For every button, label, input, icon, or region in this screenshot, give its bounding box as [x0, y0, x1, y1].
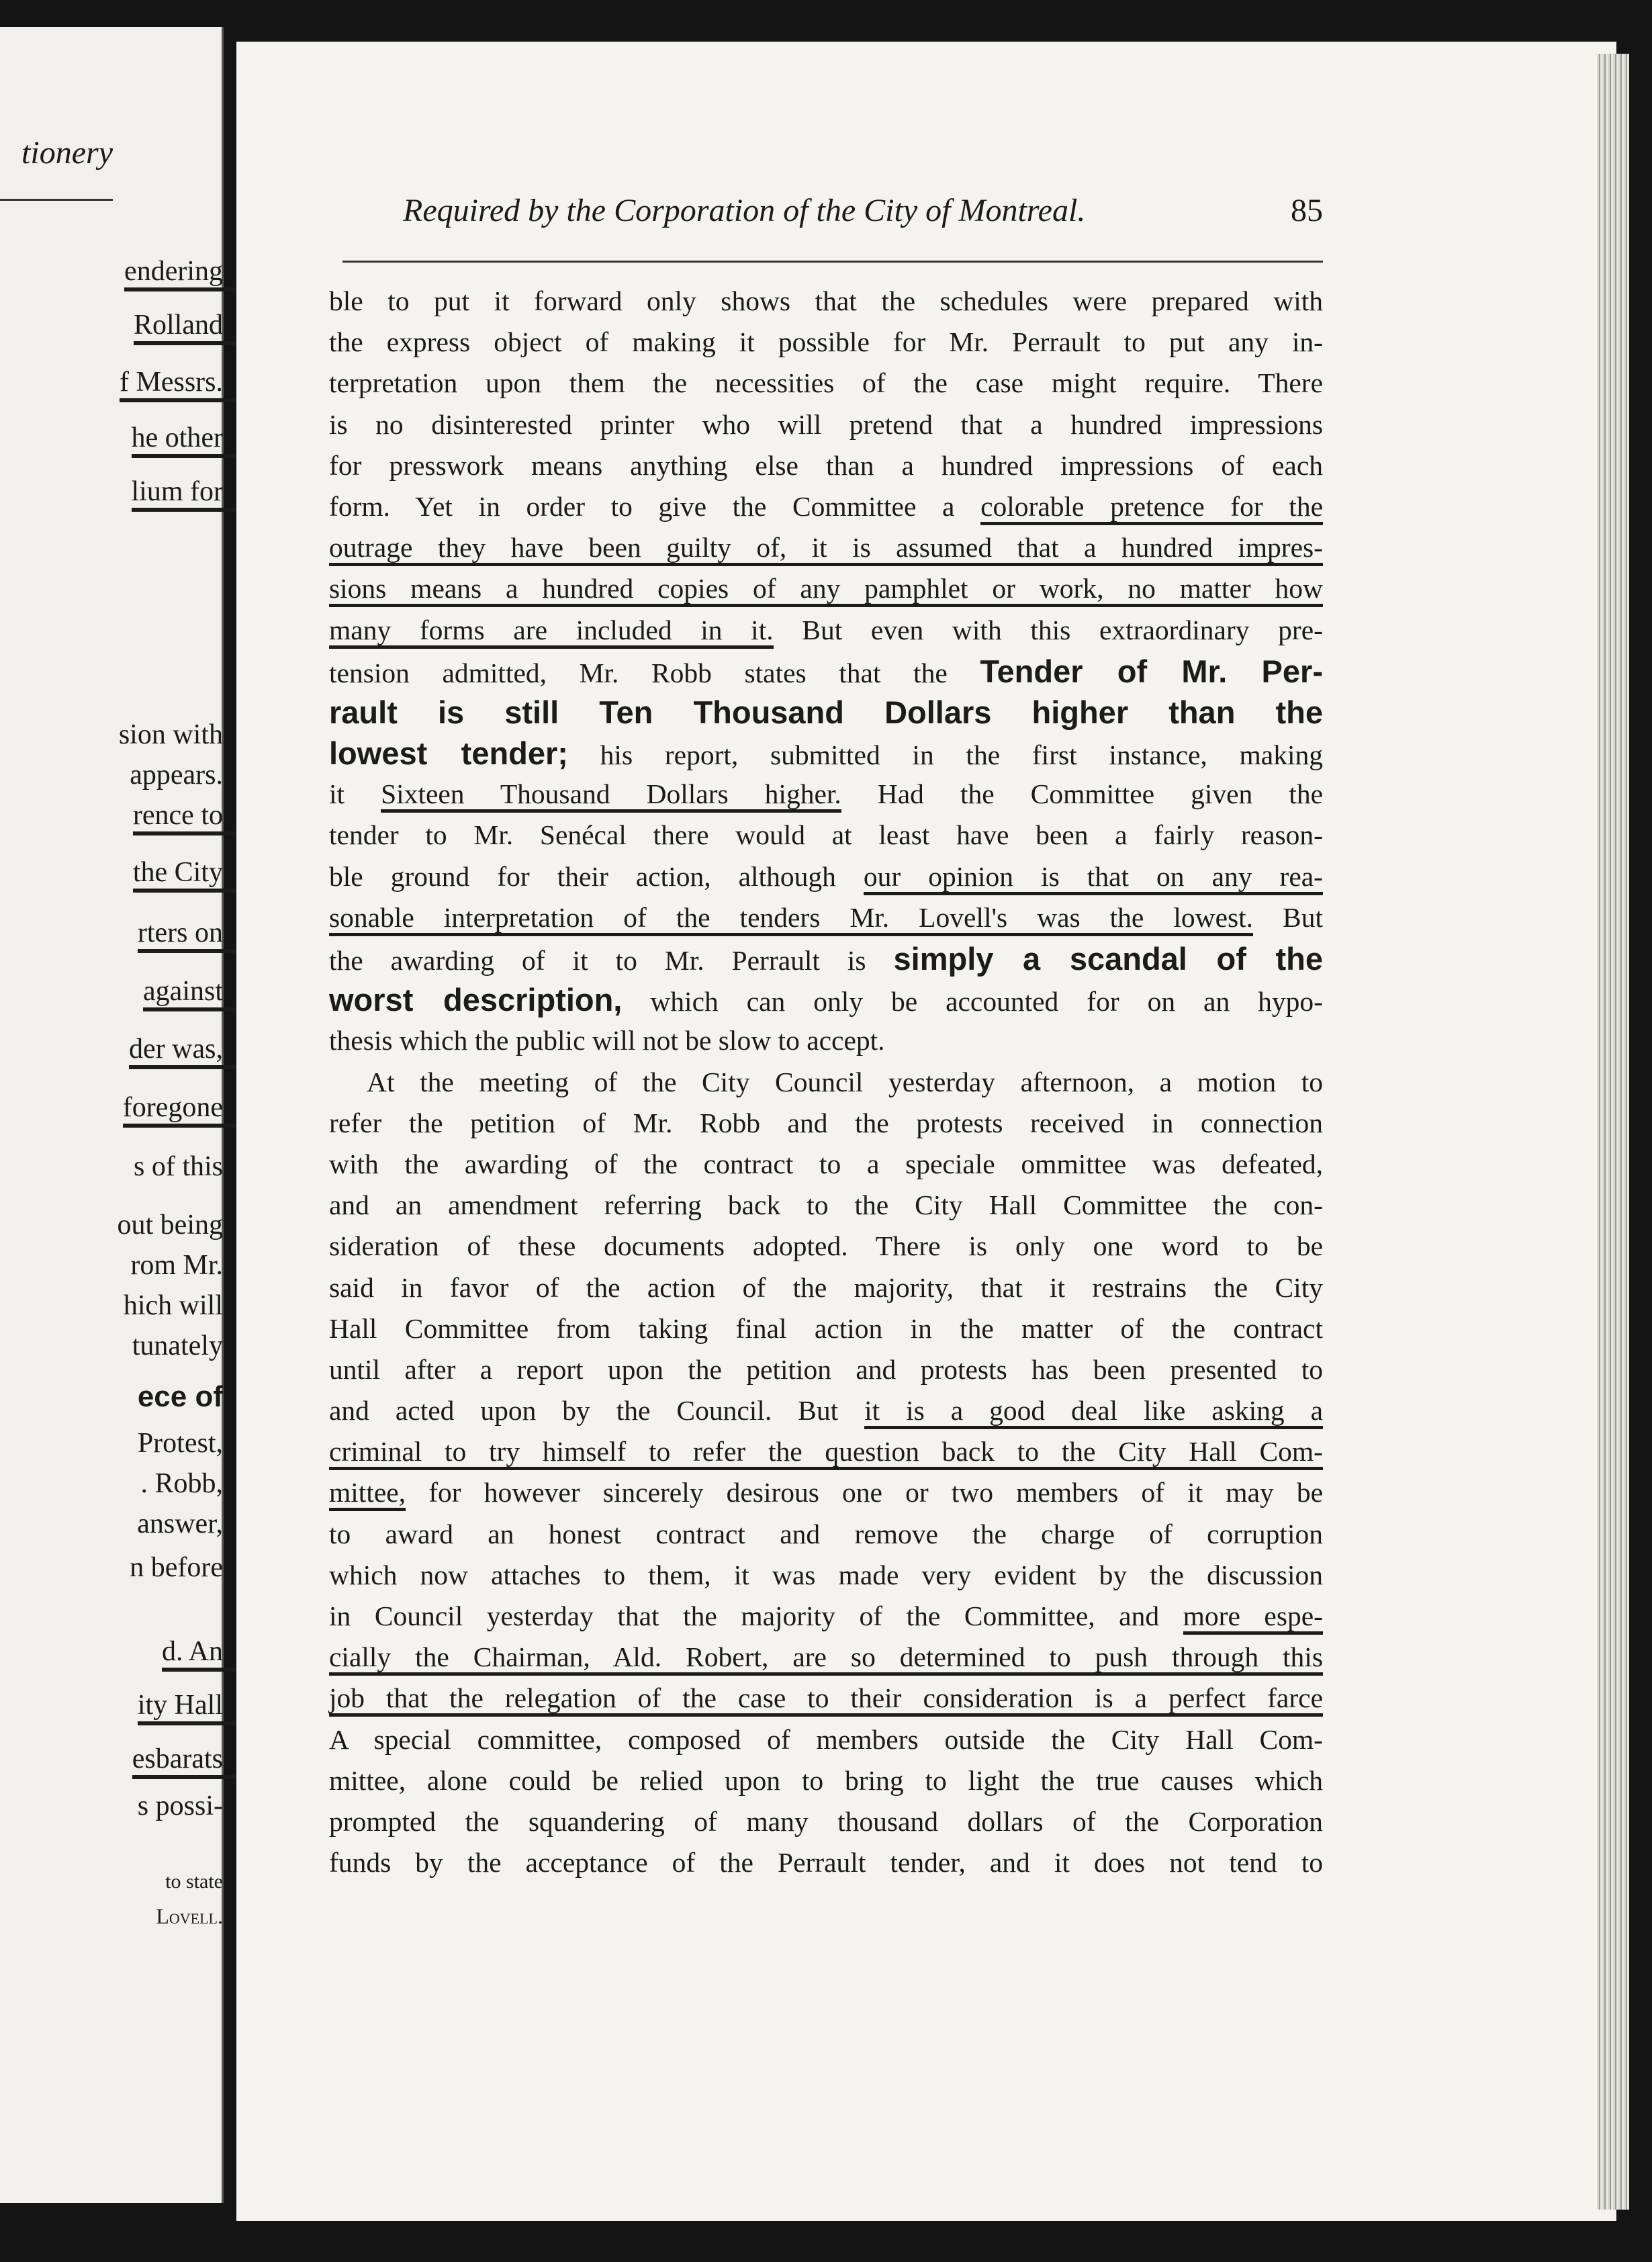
text-run: in Council yesterday that the majority of the Committee, and [329, 1600, 1183, 1631]
left-page-fragment: he other [132, 422, 330, 458]
text-line [329, 322, 1323, 363]
text-line [329, 1185, 1323, 1226]
text-line [329, 281, 1323, 322]
text-line [329, 1842, 1323, 1883]
underlined-phrase: many forms are included in it. [329, 615, 774, 649]
text-line [329, 1719, 1323, 1760]
text-run: A special committee, composed of members outside the City Hall Com- [329, 1723, 1323, 1755]
text-run: for presswork means anything else than a hundred impressions of each [329, 449, 1323, 481]
text-run: thesis which the public will not be slow to accept. [329, 1025, 885, 1056]
left-page-fragment: endering [124, 255, 330, 291]
running-head-rule [342, 261, 1323, 263]
text-line [329, 568, 1323, 609]
underlined-phrase: our opinion is that on any rea- [864, 861, 1323, 895]
left-page-fragment: Rolland [134, 309, 330, 345]
left-page-fragment: answer, [137, 1508, 223, 1539]
text-line [329, 363, 1323, 404]
text-line [329, 1678, 1323, 1719]
emphasized-phrase: worst description, [329, 982, 623, 1018]
text-run: tender to Mr. Senécal there would at least have been a fairly reason- [329, 819, 1323, 851]
emphasized-phrase: Tender of Mr. Per- [980, 653, 1323, 689]
left-page-fragment: Protest, [137, 1428, 223, 1459]
left-page-fragment: der was, [129, 1033, 330, 1069]
left-page-fragment: the City [133, 856, 330, 893]
book-page-edges [1597, 54, 1629, 2210]
underlined-phrase: Sixteen Thousand Dollars higher. [381, 778, 841, 813]
text-line [329, 527, 1323, 568]
text-line [329, 1760, 1323, 1801]
text-run: But [1253, 901, 1323, 933]
text-line [329, 1390, 1323, 1431]
underlined-phrase: job that the relegation of the case to their consideration is a perfect farce [329, 1682, 1323, 1717]
text-run: the awarding of it to Mr. Perrault is [329, 945, 894, 976]
text-run: Had the Committee given the [841, 778, 1323, 810]
text-line [329, 1349, 1323, 1390]
text-line [329, 1226, 1323, 1267]
text-run: his report, submitted in the first instance, making [567, 739, 1323, 771]
text-run: terpretation upon them the necessities of the case might require. There [329, 367, 1323, 399]
left-page-fragment: rom Mr. [130, 1250, 223, 1281]
text-line [329, 1308, 1323, 1349]
underlined-phrase: colorable pretence for the [980, 491, 1323, 525]
underlined-phrase: cially the Chairman, Ald. Robert, are so determined to push through this [329, 1641, 1323, 1676]
left-page-fragment: ece of [137, 1380, 223, 1413]
text-line [329, 1555, 1323, 1596]
text-run: prompted the squandering of many thousand dollars of the Corporation [329, 1805, 1323, 1837]
text-run: But even with this extraordinary pre- [773, 614, 1323, 645]
text-line [329, 774, 1323, 815]
left-page-fragment: sion with [118, 719, 223, 750]
text-run: the express object of making it possible for Mr. Perrault to put any in- [329, 326, 1323, 358]
text-run: form. Yet in order to give the Committee a [329, 490, 981, 522]
underlined-phrase: mittee, [329, 1477, 406, 1511]
left-page-head-rule [0, 199, 113, 201]
text-line [329, 651, 1323, 692]
page-number: 85 [1291, 193, 1323, 228]
text-line [329, 445, 1323, 486]
left-page-fragment: rters on [138, 917, 330, 953]
text-run: ble ground for their action, although [329, 860, 864, 892]
left-page-fragment: n before [130, 1552, 223, 1583]
left-page-fragment: . Robb, [140, 1468, 223, 1499]
text-line [329, 1103, 1323, 1144]
text-run: for however sincerely desirous one or two members of it may be [406, 1477, 1323, 1508]
left-page-fragment: f Messrs. [120, 366, 330, 402]
text-run: until after a report upon the petition and protests has been presented to [329, 1353, 1323, 1385]
text-line [329, 1267, 1323, 1308]
left-page-fragment: s possi- [137, 1791, 223, 1821]
running-head [403, 192, 1323, 229]
left-page-fragment: out being [117, 1210, 223, 1240]
text-run: which now attaches to them, it was made very evident by the discussion [329, 1559, 1323, 1590]
text-run: ble to put it forward only shows that the schedules were prepared with [329, 285, 1323, 316]
text-line [329, 815, 1323, 856]
underlined-phrase: it is a good deal like asking a [864, 1395, 1323, 1429]
text-run: sideration of these documents adopted. There is only one word to be [329, 1230, 1323, 1262]
text-run: tension admitted, Mr. Robb states that the [329, 657, 980, 688]
text-run: it [329, 778, 381, 810]
left-page-fragment: ity Hall [138, 1689, 330, 1725]
left-page [0, 27, 224, 2203]
text-run: At the meeting of the City Council yesterday afternoon, a motion to [367, 1066, 1323, 1097]
left-page-fragment: lium for [132, 476, 330, 512]
text-line [329, 486, 1323, 527]
left-page-fragment: foregone [123, 1091, 330, 1128]
text-run: funds by the acceptance of the Perrault tender, and it does not tend to [329, 1847, 1323, 1879]
underlined-phrase: more espe- [1183, 1600, 1323, 1635]
underlined-phrase: sions means a hundred copies of any pamphlet or work, no matter how [329, 573, 1323, 607]
left-page-fragment: tunately [132, 1330, 223, 1361]
text-line [329, 1514, 1323, 1555]
text-run: and acted upon by the Council. But [329, 1395, 865, 1427]
underlined-phrase: outrage they have been guilty of, it is assumed that a hundred impres- [329, 532, 1323, 566]
left-page-fragment: esbarats [132, 1743, 330, 1779]
text-line [329, 1062, 1323, 1103]
text-line [329, 1637, 1323, 1678]
text-line [329, 610, 1323, 651]
text-line [329, 404, 1323, 445]
text-run: to award an honest contract and remove the charge of corruption [329, 1518, 1323, 1549]
text-run: mittee, alone could be relied upon to bring to light the true causes which [329, 1764, 1323, 1796]
underlined-phrase: criminal to try himself to refer the question back to the City Hall Com- [329, 1436, 1323, 1470]
text-line [329, 1020, 1323, 1061]
text-line [329, 1596, 1323, 1637]
underlined-phrase: sonable interpretation of the tenders Mr. Lovell's was the lowest. [329, 902, 1253, 936]
text-run: Hall Committee from taking final action in the matter of the contract [329, 1312, 1323, 1344]
text-line [329, 1801, 1323, 1842]
text-line [329, 1472, 1323, 1513]
text-run: and an amendment referring back to the City Hall Committee the con- [329, 1189, 1323, 1221]
text-line [329, 897, 1323, 938]
left-page-fragment: appears. [130, 760, 223, 790]
text-line [329, 733, 1323, 774]
text-line [329, 856, 1323, 897]
text-line [329, 938, 1323, 979]
text-run: said in favor of the action of the majority, that it restrains the City [329, 1271, 1323, 1303]
running-head-title: Required by the Corporation of the City of Montreal. [403, 193, 1086, 228]
emphasized-phrase: lowest tender; [329, 735, 568, 772]
text-line [329, 1144, 1323, 1185]
left-page-fragment: Lovell. [156, 1904, 223, 1928]
left-page-fragment: hich will [123, 1290, 223, 1321]
emphasized-phrase: rault is still Ten Thousand Dollars higher than the [329, 694, 1323, 730]
left-page-fragment: rence to [133, 799, 330, 835]
left-page-fragment: to state [165, 1870, 223, 1893]
left-page-fragment: d. An [162, 1635, 330, 1672]
text-run: is no disinterested printer who will pretend that a hundred impressions [329, 408, 1323, 440]
text-line [329, 979, 1323, 1020]
left-page-running-head: tionery [21, 135, 113, 171]
body-text [329, 281, 1323, 1883]
left-page-fragment: s of this [133, 1151, 223, 1182]
text-run: with the awarding of the contract to a speciale ommittee was defeated, [329, 1148, 1323, 1179]
text-run: refer the petition of Mr. Robb and the protests received in connection [329, 1107, 1323, 1138]
emphasized-phrase: simply a scandal of the [893, 941, 1323, 977]
text-run: which can only be accounted for on an hypo- [622, 986, 1323, 1017]
text-line [329, 692, 1323, 733]
left-page-fragment: against [143, 975, 330, 1011]
text-line [329, 1431, 1323, 1472]
